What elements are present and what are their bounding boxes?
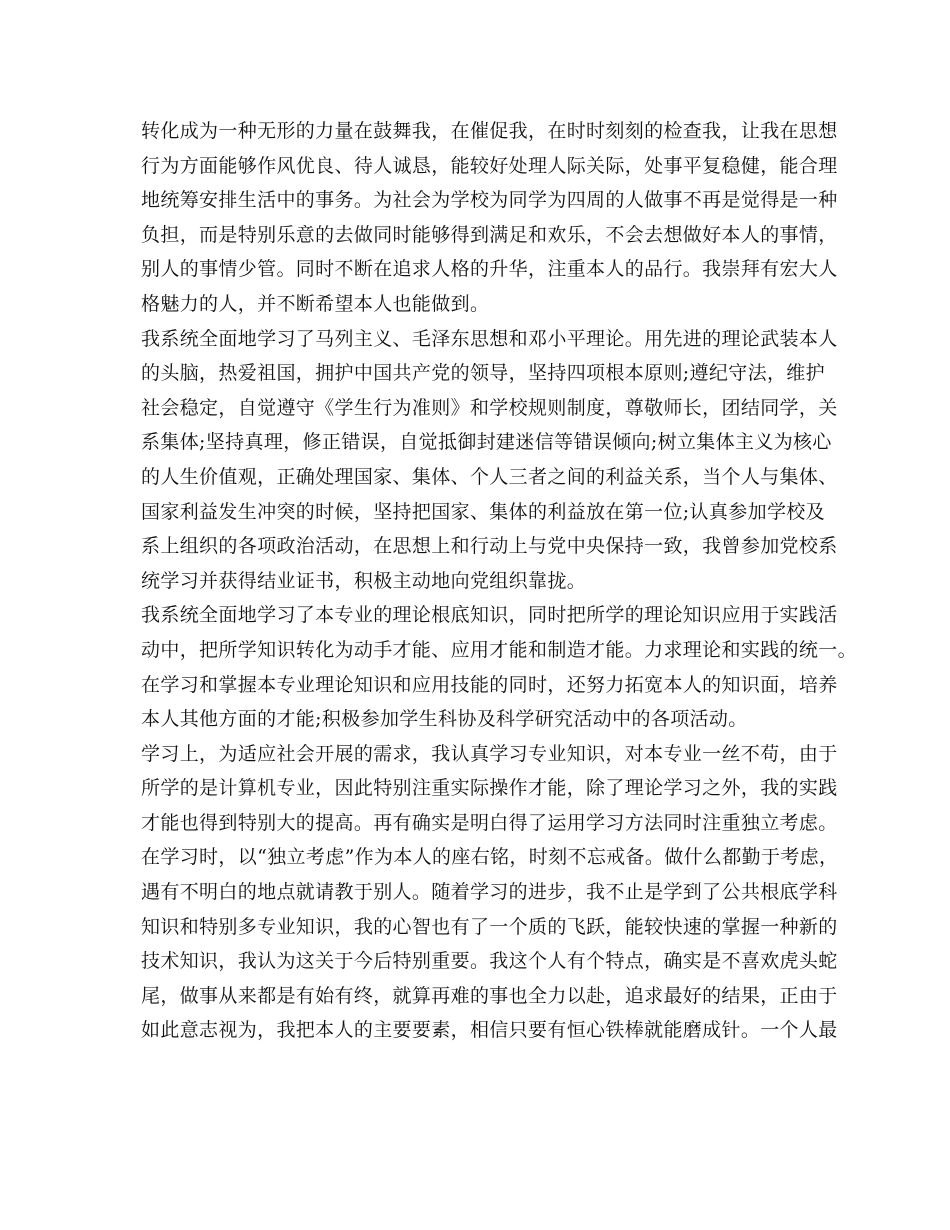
text-line: 别人的事情少管。同时不断在追求人格的升华，注重本人的品行。我崇拜有宏大人 [141, 258, 838, 281]
text-line: 行为方面能够作风优良、待人诚恳，能较好处理人际关际，处事平复稳健，能合理 [141, 154, 838, 177]
text-line: 在学习和掌握本专业理论知识和应用技能的同时，还努力拓宽本人的知识面，培养 [141, 673, 838, 696]
text-line: 学习上，为适应社会开展的需求，我认真学习专业知识，对本专业一丝不苟，由于 [141, 742, 838, 765]
text-line: 技术知识，我认为这关于今后特别重要。我这个人有个特点，确实是不喜欢虎头蛇 [141, 950, 838, 973]
text-line: 的头脑，热爱祖国，拥护中国共产党的领导，坚持四项根本原则;遵纪守法，维护 [141, 362, 826, 385]
text-line: 转化成为一种无形的力量在鼓舞我，在催促我，在时时刻刻的检查我，让我在思想 [141, 120, 838, 142]
text-line: 地统筹安排生活中的事务。为社会为学校为同学为四周的人做事不再是觉得是一种 [141, 189, 838, 212]
text-line: 格魅力的人，并不断希望本人也能做到。 [141, 292, 490, 315]
text-line: 动中，把所学知识转化为动手才能、应用才能和制造才能。力求理论和实践的统一。 [141, 638, 857, 661]
text-line: 系上组织的各项政治活动，在思想上和行动上与党中央保持一致，我曾参加党校系 [141, 535, 838, 558]
text-line: 负担，而是特别乐意的去做同时能够得到满足和欢乐，不会去想做好本人的事情， [141, 223, 838, 246]
text-line: 知识和特别多专业知识，我的心智也有了一个质的飞跃，能较快速的掌握一种新的 [141, 915, 838, 938]
text-line: 尾，做事从来都是有始有终，就算再难的事也全力以赴，追求最好的结果，正由于 [141, 984, 838, 1007]
text-line: 如此意志视为，我把本人的主要要素，相信只要有恒心铁棒就能磨成针。一个人最 [141, 1019, 838, 1042]
text-line: 国家利益发生冲突的时候，坚持把国家、集体的利益放在第一位;认真参加学校及 [141, 500, 826, 523]
text-line: 所学的是计算机专业，因此特别注重实际操作才能，除了理论学习之外，我的实践 [141, 777, 838, 800]
text-line: 的人生价值观，正确处理国家、集体、个人三者之间的利益关系，当个人与集体、 [141, 465, 838, 488]
text-line: 我系统全面地学习了马列主义、毛泽东思想和邓小平理论。用先进的理论武装本人 [141, 327, 838, 350]
text-line: 统学习并获得结业证书，积极主动地向党组织靠拢。 [141, 569, 587, 592]
text-line: 在学习时，以“独立考虑”作为本人的座右铭，时刻不忘戒备。做什么都勤于考虑， [141, 846, 839, 869]
text-line: 才能也得到特别大的提高。再有确实是明白得了运用学习方法同时注重独立考虑。 [141, 811, 838, 834]
body-text [141, 114, 857, 1048]
text-line: 我系统全面地学习了本专业的理论根底知识，同时把所学的理论知识应用于实践活 [141, 604, 838, 627]
text-line: 社会稳定，自觉遵守《学生行为准则》和学校规则制度，尊敬师长，团结同学，关 [141, 396, 838, 419]
text-line: 遇有不明白的地点就请教于别人。随着学习的进步，我不止是学到了公共根底学科 [141, 881, 838, 904]
text-line: 系集体;坚持真理，修正错误，自觉抵御封建迷信等错误倾向;树立集体主义为核心 [141, 431, 832, 454]
text-line: 本人其他方面的才能;积极参加学生科协及科学研究活动中的各项活动。 [141, 708, 748, 731]
